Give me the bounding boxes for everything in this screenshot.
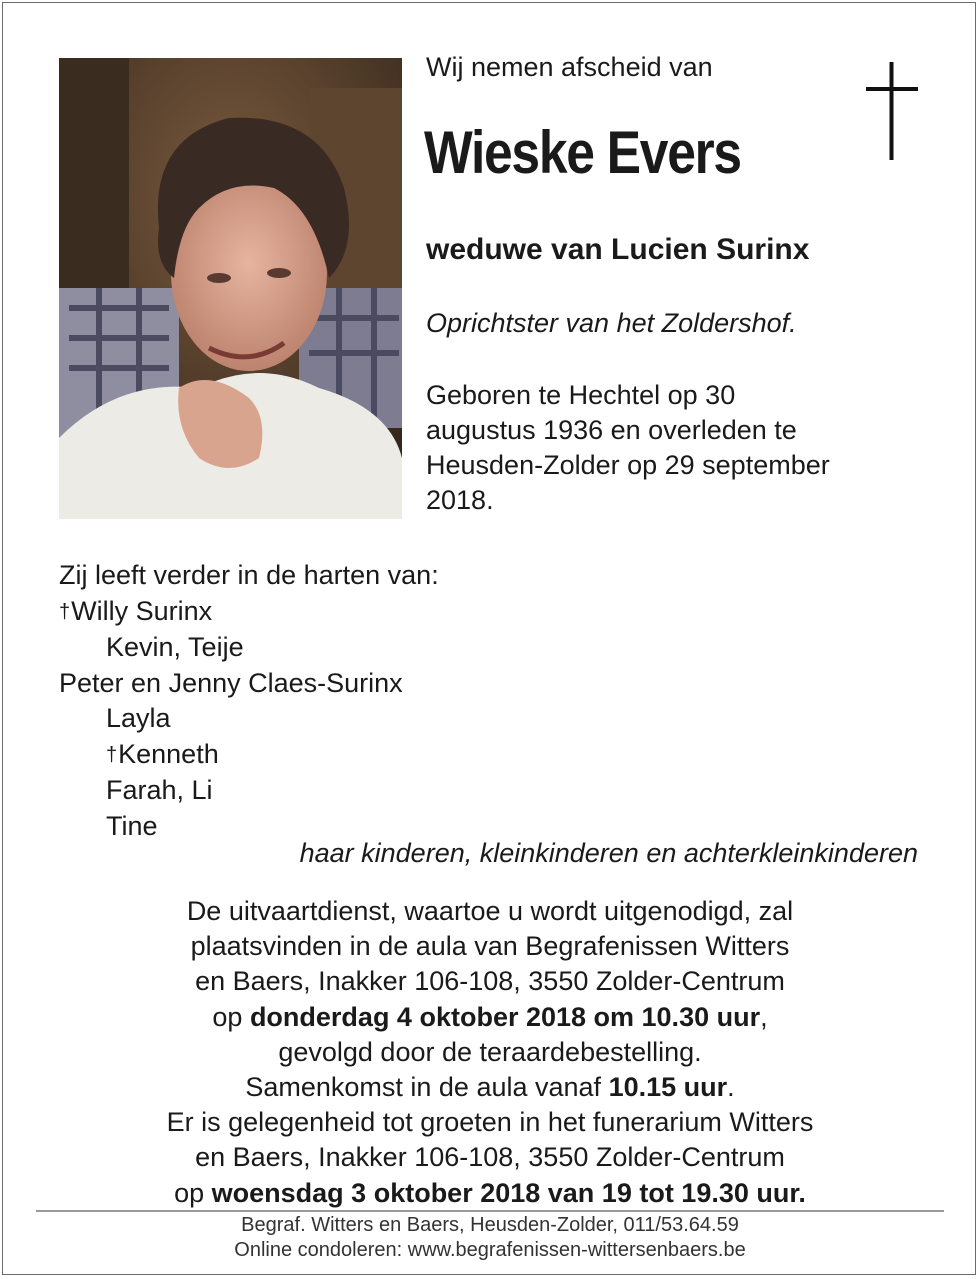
footer-divider — [36, 1210, 944, 1212]
intro-text: Wij nemen afscheid van — [426, 52, 713, 82]
family-heading: Zij leeft verder in de harten van: — [59, 560, 439, 590]
family-closing: haar kinderen, kleinkinderen en achterkleinkinderen — [299, 838, 918, 868]
dagger-icon: † — [59, 600, 71, 623]
visitation-date: woensdag 3 oktober 2018 van 19 tot 19.30 uur. — [211, 1177, 806, 1208]
service-line: De uitvaartdienst, waartoe u wordt uitgenodigd, zal — [186, 896, 794, 926]
family-list — [59, 558, 439, 844]
funeral-home-contact: Begraf. Witters en Baers, Heusden-Zolder, 011/53.64.59 — [241, 1214, 739, 1236]
family-member: Kevin, Teije — [106, 632, 244, 662]
online-condolence-link[interactable]: Online condoleren: www.begrafenissen-wittersenbaers.be — [234, 1239, 746, 1261]
family-member: Peter en Jenny Claes-Surinx — [59, 667, 403, 698]
birth-death-text — [426, 378, 946, 518]
dagger-icon: † — [106, 743, 118, 766]
family-member: †Kenneth — [59, 737, 439, 774]
family-member: Tine — [106, 810, 158, 841]
service-line: en Baers, Inakker 106-108, 3550 Zolder-Centrum — [195, 1142, 785, 1173]
family-member: Layla — [106, 703, 171, 733]
gathering-time: 10.15 uur — [608, 1072, 728, 1103]
deceased-name: Wieske Evers — [424, 119, 741, 186]
service-line: plaatsvinden in de aula van Begrafenissen Witters — [190, 931, 790, 962]
service-line: gevolgd door de teraardebestelling. — [278, 1036, 702, 1067]
family-member: Farah, Li — [106, 775, 213, 805]
family-member: †Willy Surinx — [59, 594, 439, 631]
birth-line: Geboren te Hechtel op 30 — [426, 380, 736, 410]
portrait-image — [59, 58, 402, 519]
service-line: Er is gelegenheid tot groeten in het funerarium Witters — [166, 1107, 814, 1138]
cross-icon — [862, 62, 922, 160]
portrait-photo — [59, 58, 402, 519]
service-line: op donderdag 4 oktober 2018 om 10.30 uur, — [212, 1001, 768, 1032]
role-text: Oprichtster van het Zoldershof. — [426, 308, 797, 338]
service-line: op woensdag 3 oktober 2018 van 19 tot 19.30 uur. — [174, 1177, 806, 1208]
widow-of-text: weduwe van Lucien Surinx — [426, 233, 810, 266]
service-line: en Baers, Inakker 106-108, 3550 Zolder-Centrum — [195, 966, 785, 997]
footer — [0, 1213, 980, 1263]
service-date: donderdag 4 oktober 2018 om 10.30 uur — [249, 1001, 761, 1032]
birth-line: Heusden-Zolder op 29 september — [426, 450, 830, 480]
birth-line: augustus 1936 en overleden te — [426, 415, 797, 445]
service-details — [0, 894, 980, 1211]
birth-line: 2018. — [426, 485, 494, 515]
service-line: Samenkomst in de aula vanaf 10.15 uur. — [245, 1072, 735, 1103]
